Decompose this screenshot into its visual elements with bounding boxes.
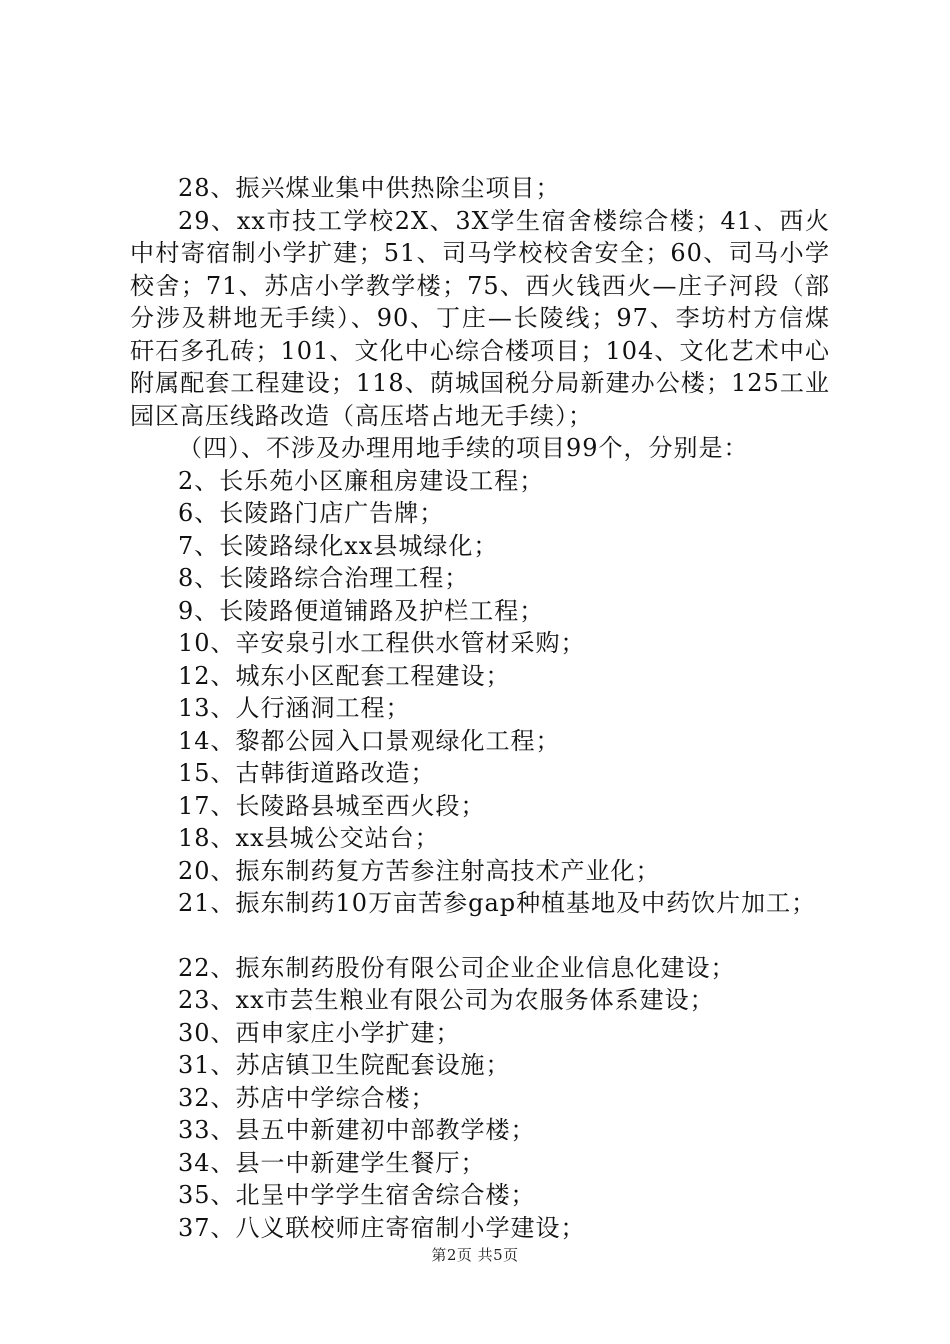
list-item: 13、人行涵洞工程； <box>178 694 411 722</box>
list-item: 17、长陵路县城至西火段； <box>178 791 486 820</box>
list-item: 15、古韩街道路改造； <box>178 759 436 787</box>
list-item: 31、苏店镇卫生院配套设施； <box>178 1051 511 1079</box>
list-item: 18、xx县城公交站台； <box>178 824 440 852</box>
list-item: 9、长陵路便道铺路及护栏工程； <box>178 596 545 625</box>
list-item: 6、长陵路门店广告牌； <box>178 499 445 527</box>
paragraph-item-28: 28、振兴煤业集中供热除尘项目； <box>178 174 561 202</box>
list-item: 37、八义联校师庄寄宿制小学建设； <box>178 1213 586 1242</box>
list-item: 10、辛安泉引水工程供水管材采购； <box>178 629 586 657</box>
list-item: 2、长乐苑小区廉租房建设工程； <box>178 466 545 495</box>
list-item: 32、苏店中学综合楼； <box>178 1083 436 1112</box>
list-item: 30、西申家庄小学扩建； <box>178 1018 461 1047</box>
page-number-footer: 第2页 共5页 <box>431 1246 519 1264</box>
list-item: 20、振东制药复方苦参注射高技术产业化； <box>178 856 661 885</box>
blank-line <box>130 920 830 952</box>
list-item: 22、振东制药股份有限公司企业企业信息化建设； <box>178 953 736 982</box>
list-item: 8、长陵路综合治理工程； <box>178 564 470 592</box>
list-item: 23、xx市芸生粮业有限公司为农服务体系建设； <box>178 986 715 1014</box>
list-item: 35、北呈中学学生宿舍综合楼； <box>178 1181 536 1209</box>
document-body <box>130 172 830 1244</box>
list-item: 7、长陵路绿化xx县城绿化； <box>178 531 499 560</box>
section-heading-4: （四）、不涉及办理用地手续的项目99个，分别是： <box>178 434 749 462</box>
paragraph-item-29-list: 29、xx市技工学校2X、3X学生宿舍楼综合楼；41、西火中村寄宿制小学扩建；51、司马学校校舍安全；60、司马小学校舍；71、苏店小学教学楼；75、西火钱西火—庄子河段（部分涉及耕地无手续）、90、丁庄—长陵线；97、李坊村方信煤矸石多孔砖；101、文化中心综合楼项目；104、文化艺术中心附属配套工程建设；118、荫城国税分局新建办公楼；125工业园区高压线路改造（高压塔占地无手续）； <box>130 206 830 430</box>
list-item: 14、黎都公园入口景观绿化工程； <box>178 726 561 755</box>
list-item: 33、县五中新建初中部教学楼； <box>178 1116 536 1144</box>
list-item: 21、振东制药10万亩苦参gap种植基地及中药饮片加工； <box>178 889 817 917</box>
list-item: 12、城东小区配套工程建设； <box>178 661 511 690</box>
list-item: 34、县一中新建学生餐厅； <box>178 1148 486 1177</box>
